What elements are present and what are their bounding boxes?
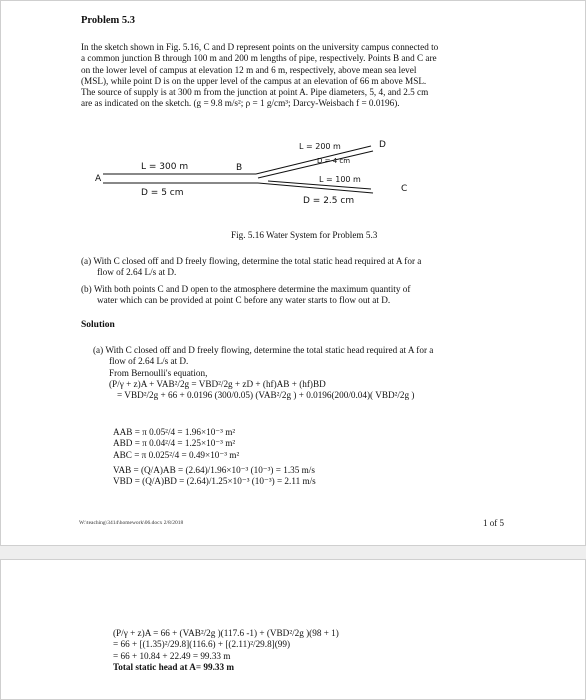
pipe-ab-length-label: L = 300 m [141, 162, 189, 172]
question-b-line: water which can be provided at point C before any water starts to flow out at D. [97, 295, 391, 306]
area-line: ABC = π 0.025²/4 = 0.49×10⁻³ m² [113, 449, 240, 460]
question-b-line: (b) With both points C and D open to the atmosphere determine the maximum quantity of [81, 284, 411, 294]
bernoulli-expansion: = VBD²/2g + 66 + 0.0196 (300/0.05) (VAB²/2g ) + 0.0196(200/0.04)( VBD²/2g ) [117, 390, 415, 401]
pipe-network-sketch [81, 129, 441, 214]
pipe-bd-diameter-label: D = 4 cm [317, 157, 351, 165]
question-a [81, 256, 421, 279]
statement-line: (MSL), while point D is on the upper level of the campus at an elevation of 66 m above MSL. [81, 75, 427, 86]
statement-line: a common junction B through 100 m and 200 m lengths of pipe, respectively. Points B and C are [81, 53, 437, 64]
point-d-label: D [379, 140, 386, 150]
solution-part-a [93, 345, 433, 401]
question-a-line: (a) With C closed off and D freely flowing, determine the total static head required at A for a [81, 256, 422, 266]
area-calculations [113, 427, 239, 461]
question-a-line: flow of 2.64 L/s at D. [97, 267, 177, 278]
continuation-line: = 66 + 10.84 + 22.49 = 99.33 m [113, 650, 231, 661]
statement-line: In the sketch shown in Fig. 5.16, C and D represent points on the university campus connected to [81, 42, 439, 52]
solution-line: (a) With C closed off and D freely flowing, determine the total static head required at A for a [93, 345, 434, 355]
result-line: Total static head at A= 99.33 m [113, 661, 235, 672]
solution-line: flow of 2.64 L/s at D. [109, 356, 189, 367]
pipe-ab-diameter-label: D = 5 cm [141, 188, 184, 198]
point-a-label: A [95, 174, 102, 184]
statement-line: are as indicated on the sketch. (g = 9.8 m/s²; ρ = 1 g/cm³; Darcy-Weisbach f = 0.0196). [81, 98, 400, 109]
solution-line: From Bernoulli's equation, [109, 367, 208, 378]
statement-line: on the lower level of campus at elevation 12 m and 6 m, respectively, above mean sea level [81, 64, 417, 75]
bernoulli-equation: (P/γ + z)A + VAB²/2g = VBD²/2g + zD + (hf)AB + (hf)BD [109, 378, 326, 389]
problem-statement [81, 42, 438, 110]
page-number: 1 of 5 [483, 518, 504, 528]
pipe-bc-length-label: L = 100 m [319, 175, 361, 184]
point-b-label: B [236, 163, 243, 173]
pipe-bd-bottom [258, 151, 373, 178]
velocity-line: VAB = (Q/A)AB = (2.64)/1.96×10⁻³ (10⁻³) = 1.35 m/s [113, 465, 315, 475]
pipe-bd-length-label: L = 200 m [299, 142, 341, 151]
figure-caption: Fig. 5.16 Water System for Problem 5.3 [231, 230, 378, 240]
pipe-bc-diameter-label: D = 2.5 cm [303, 196, 355, 206]
area-line: AAB = π 0.05²/4 = 1.96×10⁻³ m² [113, 427, 236, 437]
question-b [81, 284, 410, 307]
area-line: ABD = π 0.04²/4 = 1.25×10⁻³ m² [113, 438, 236, 449]
continuation-line: (P/γ + z)A = 66 + (VAB²/2g )(117.6 -1) + (VBD²/2g )(98 + 1) [113, 628, 339, 638]
footer-file-path: W:\teaching\3414\homework\06.docx 2/8/2018 [79, 520, 184, 526]
document-page-2 [0, 559, 586, 700]
solution-heading: Solution [81, 320, 115, 330]
statement-line: The source of supply is at 300 m from the junction at point A. Pipe diameters, 5, 4, and 2.5 cm [81, 87, 429, 98]
velocity-calculations [113, 465, 316, 488]
solution-continuation [113, 628, 339, 673]
problem-title: Problem 5.3 [81, 15, 136, 26]
continuation-line: = 66 + [(1.35)²/29.8](116.6) + [(2.11)²/29.8](99) [113, 639, 291, 650]
point-c-label: C [401, 184, 408, 194]
velocity-line: VBD = (Q/A)BD = (2.64)/1.25×10⁻³ (10⁻³) = 2.11 m/s [113, 476, 316, 487]
